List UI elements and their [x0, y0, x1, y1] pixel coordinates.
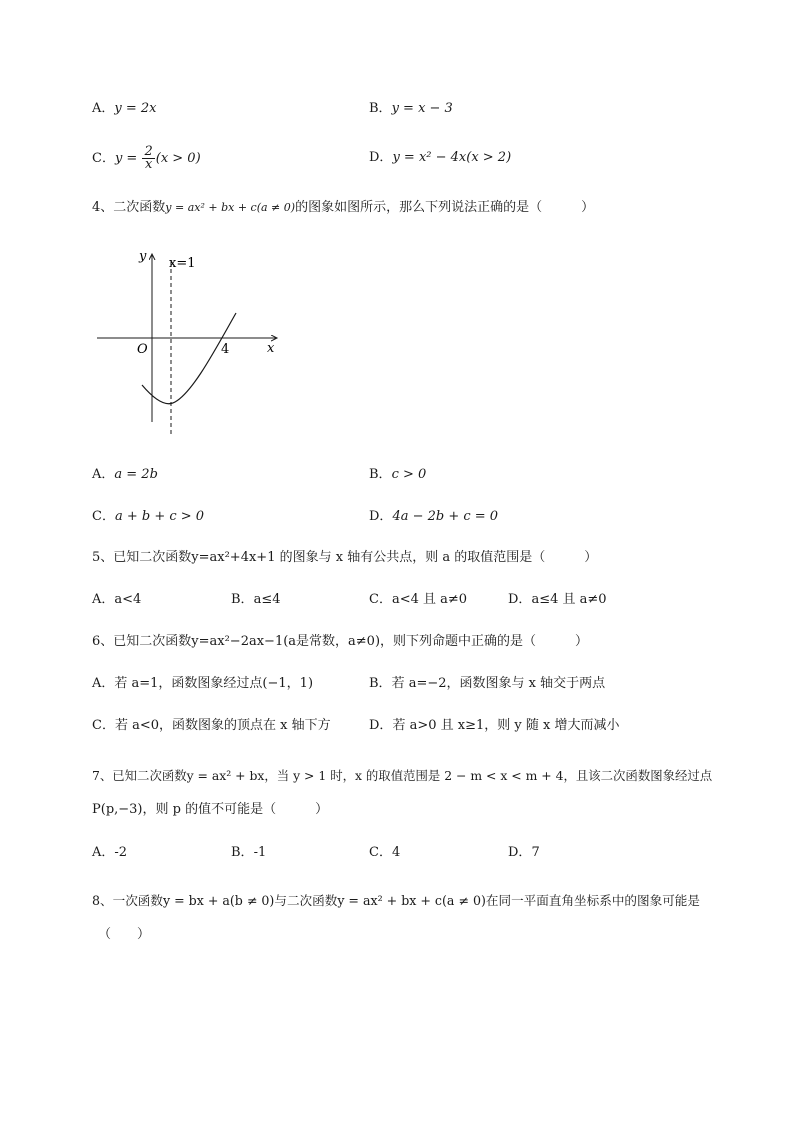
option-text: y = x − 3 — [391, 101, 453, 116]
option-text: 4a − 2b + c = 0 — [392, 509, 499, 524]
q4-stem-post: 的图象如图所示，那么下列说法正确的是（ ） — [295, 200, 595, 215]
q4-option-a — [92, 465, 158, 485]
q3-option-c — [92, 146, 201, 171]
option-label: D． — [369, 509, 393, 524]
q7-stem-line2: P(p,−3)，则 p 的值不可能是（ ） — [92, 802, 329, 817]
option-label: B． — [369, 467, 392, 482]
option-label: A． — [92, 676, 115, 691]
option-label: A． — [92, 467, 115, 482]
option-text: c > 0 — [391, 467, 427, 482]
option-text: 若 a<0，函数图象的顶点在 x 轴下方 — [114, 718, 331, 733]
q6-stem: 6、已知二次函数y=ax²−2ax−1(a是常数，a≠0)，则下列命题中正确的是（ ） — [92, 634, 589, 649]
q4-stem-formula: y = ax² + bx + c(a ≠ 0) — [165, 201, 296, 214]
option-text: 4 — [391, 845, 401, 860]
option-label: B． — [231, 592, 254, 607]
option-label: C． — [92, 151, 115, 166]
q4-stem-pre: 4、二次函数 — [92, 200, 166, 215]
q3-option-a — [92, 99, 157, 119]
root-label: 4 — [221, 342, 230, 357]
option-text: a + b + c > 0 — [114, 509, 205, 524]
x-axis-label: x — [267, 341, 275, 356]
option-text: a≤4 且 a≠0 — [531, 592, 607, 607]
q5-stem: 5、已知二次函数y=ax²+4x+1 的图象与 x 轴有公共点，则 a 的取值范围是（ ） — [92, 550, 598, 565]
option-text: 7 — [531, 845, 540, 860]
q7-option-b — [231, 843, 266, 863]
option-label: C． — [92, 718, 115, 733]
q8-stem-line1: 8、一次函数y = bx + a(b ≠ 0)与二次函数y = ax² + bx + c(a ≠ 0)在同一平面直角坐标系中的图象可能是 — [92, 893, 700, 908]
q4-option-c — [92, 507, 204, 527]
parabola-curve — [142, 313, 236, 404]
q5-option-a — [92, 590, 141, 610]
option-label: B． — [231, 845, 254, 860]
option-label: C． — [92, 509, 115, 524]
option-label: B． — [369, 676, 392, 691]
q5-option-c — [369, 590, 467, 610]
fraction-denominator: x — [144, 157, 153, 172]
option-label: D． — [508, 845, 532, 860]
q7-option-a — [92, 843, 127, 863]
origin-label: O — [137, 342, 148, 357]
q3-option-b — [369, 99, 453, 119]
option-text: y = 2x — [114, 101, 157, 116]
option-label: A． — [92, 845, 115, 860]
q5-option-d — [508, 590, 607, 610]
y-axis-label: y — [139, 249, 147, 264]
option-label: D． — [369, 150, 393, 165]
q6-option-c — [92, 716, 331, 736]
q4-option-d — [369, 507, 498, 527]
option-text: y = x² − 4x(x > 2) — [392, 150, 512, 165]
option-label: A． — [92, 592, 115, 607]
option-text: a = 2b — [114, 467, 158, 482]
q5-option-b — [231, 590, 280, 610]
option-text: -1 — [253, 845, 267, 860]
option-label: A． — [92, 101, 115, 116]
option-label: C． — [369, 592, 392, 607]
option-label: B． — [369, 101, 392, 116]
q7-option-c — [369, 843, 400, 863]
option-label: C． — [369, 845, 392, 860]
option-text: 若 a=1，函数图象经过点(−1，1) — [114, 676, 314, 691]
option-text-tail: (x > 0) — [155, 151, 201, 166]
parabola-graph — [95, 240, 285, 440]
option-text: -2 — [114, 845, 128, 860]
option-label: D． — [369, 718, 393, 733]
option-text: a<4 — [114, 592, 142, 607]
q7-option-d — [508, 843, 540, 863]
fraction — [142, 146, 154, 171]
option-text: 若 a>0 且 x≥1，则 y 随 x 增大而减小 — [392, 718, 620, 733]
q6-option-b — [369, 674, 605, 694]
option-text: a<4 且 a≠0 — [391, 592, 468, 607]
q7-stem-line1: 7、已知二次函数y = ax² + bx，当 y > 1 时，x 的取值范围是 2 − m < x < m + 4，且该二次函数图象经过点 — [92, 768, 713, 783]
option-text-lhs: y = — [114, 151, 138, 166]
q4-stem — [92, 198, 594, 218]
symmetry-axis-label: x=1 — [169, 256, 196, 271]
option-label: D． — [508, 592, 532, 607]
option-text: a≤4 — [253, 592, 281, 607]
option-text: 若 a=−2，函数图象与 x 轴交于两点 — [391, 676, 606, 691]
q6-option-a — [92, 674, 313, 694]
fraction-numerator: 2 — [144, 144, 153, 159]
q8-stem-line2: （ ） — [98, 927, 151, 942]
q6-option-d — [369, 716, 619, 736]
q3-option-d — [369, 148, 511, 168]
q4-option-b — [369, 465, 426, 485]
